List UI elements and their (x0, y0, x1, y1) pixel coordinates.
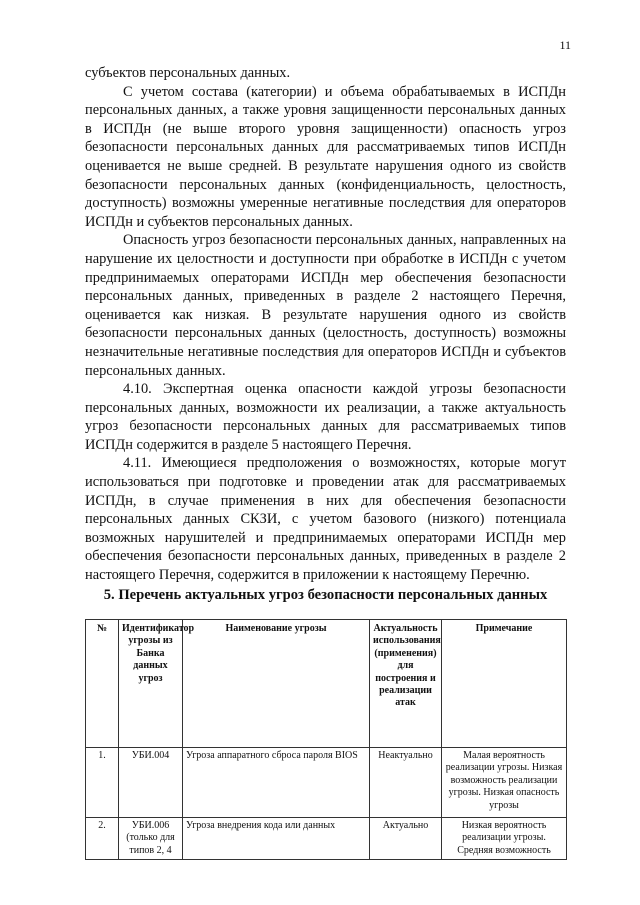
cell-actuality: Неактуально (370, 748, 442, 818)
section-heading: 5. Перечень актуальных угроз безопасности персональных данных (103, 587, 548, 603)
body-text (85, 64, 566, 585)
header-note: Примечание (442, 620, 567, 748)
header-number: № (86, 620, 119, 748)
threats-table (85, 619, 567, 860)
cell-identifier: УБИ.004 (119, 748, 183, 818)
cell-threat-name: Угроза аппаратного сброса пароля BIOS (183, 748, 370, 818)
page-number: 11 (559, 38, 571, 52)
cell-note: Малая вероятность реализации угрозы. Низкая возможность реализации угрозы. Низкая опасность угрозы (442, 748, 567, 818)
cell-actuality: Актуально (370, 818, 442, 860)
table-header-row (86, 620, 567, 748)
paragraph-threat-danger-low: Опасность угроз безопасности персональных данных, направленных на нарушение их целостности и доступности при обработке в ИСПДн с учетом предпринимаемых операторами ИСПДн мер обеспечения безопасности персональных данных, приведенных в разделе 2 настоящего Перечня, оценивается как низкая. В результате нарушения одного из свойств безопасности персональных данных (целостность, доступность) возможны незначительные негативные последствия для операторов ИСПДн и субъектов персональных данных. (85, 232, 566, 379)
table-row (86, 748, 567, 818)
paragraph-threat-danger-average: С учетом состава (категории) и объема обрабатываемых в ИСПДн персональных данных, а также уровня защищенности персональных данных в ИСПДн (не выше второго уровня защищенности) опасность угроз безопасности персональных данных для рассматриваемых типов ИСПДн оценивается не выше средней. В результате нарушения одного из свойств безопасности персональных данных (конфиденциальность, целостность, доступность) возможны умеренные негативные последствия для операторов ИСПДн и субъектов персональных данных. (85, 83, 566, 230)
header-actuality: Актуальность использования (применения) для построения и реализации атак (370, 620, 442, 748)
cell-identifier: УБИ.006 (только для типов 2, 4 (119, 818, 183, 860)
header-identifier: Идентификатор угрозы из Банка данных угроз (119, 620, 183, 748)
header-threat-name: Наименование угрозы (183, 620, 370, 748)
paragraph-continuation: субъектов персональных данных. (85, 65, 291, 81)
paragraph-4-10: 4.10. Экспертная оценка опасности каждой угрозы безопасности персональных данных, возможности их реализации, а также актуальность угроз безопасности персональных данных для рассматриваемых типов ИСПДн содержится в разделе 5 настоящего Перечня. (85, 381, 566, 453)
cell-number: 2. (86, 818, 119, 860)
table-row (86, 818, 567, 860)
paragraph-4-11: 4.11. Имеющиеся предположения о возможностях, которые могут использоваться при подготовке и проведении атак для рассматриваемых ИСПДн, в случае применения в них для обеспечения безопасности персональных данных СКЗИ, с учетом базового (низкого) потенциала возможных нарушителей и предпринимаемых операторами ИСПДн мер обеспечения безопасности персональных данных, приведенных в разделе 2 настоящего Перечня, содержится в приложении к настоящему Перечню. (85, 455, 566, 584)
cell-note: Низкая вероятность реализации угрозы. Средняя возможность (442, 818, 567, 860)
cell-threat-name: Угроза внедрения кода или данных (183, 818, 370, 860)
cell-number: 1. (86, 748, 119, 818)
